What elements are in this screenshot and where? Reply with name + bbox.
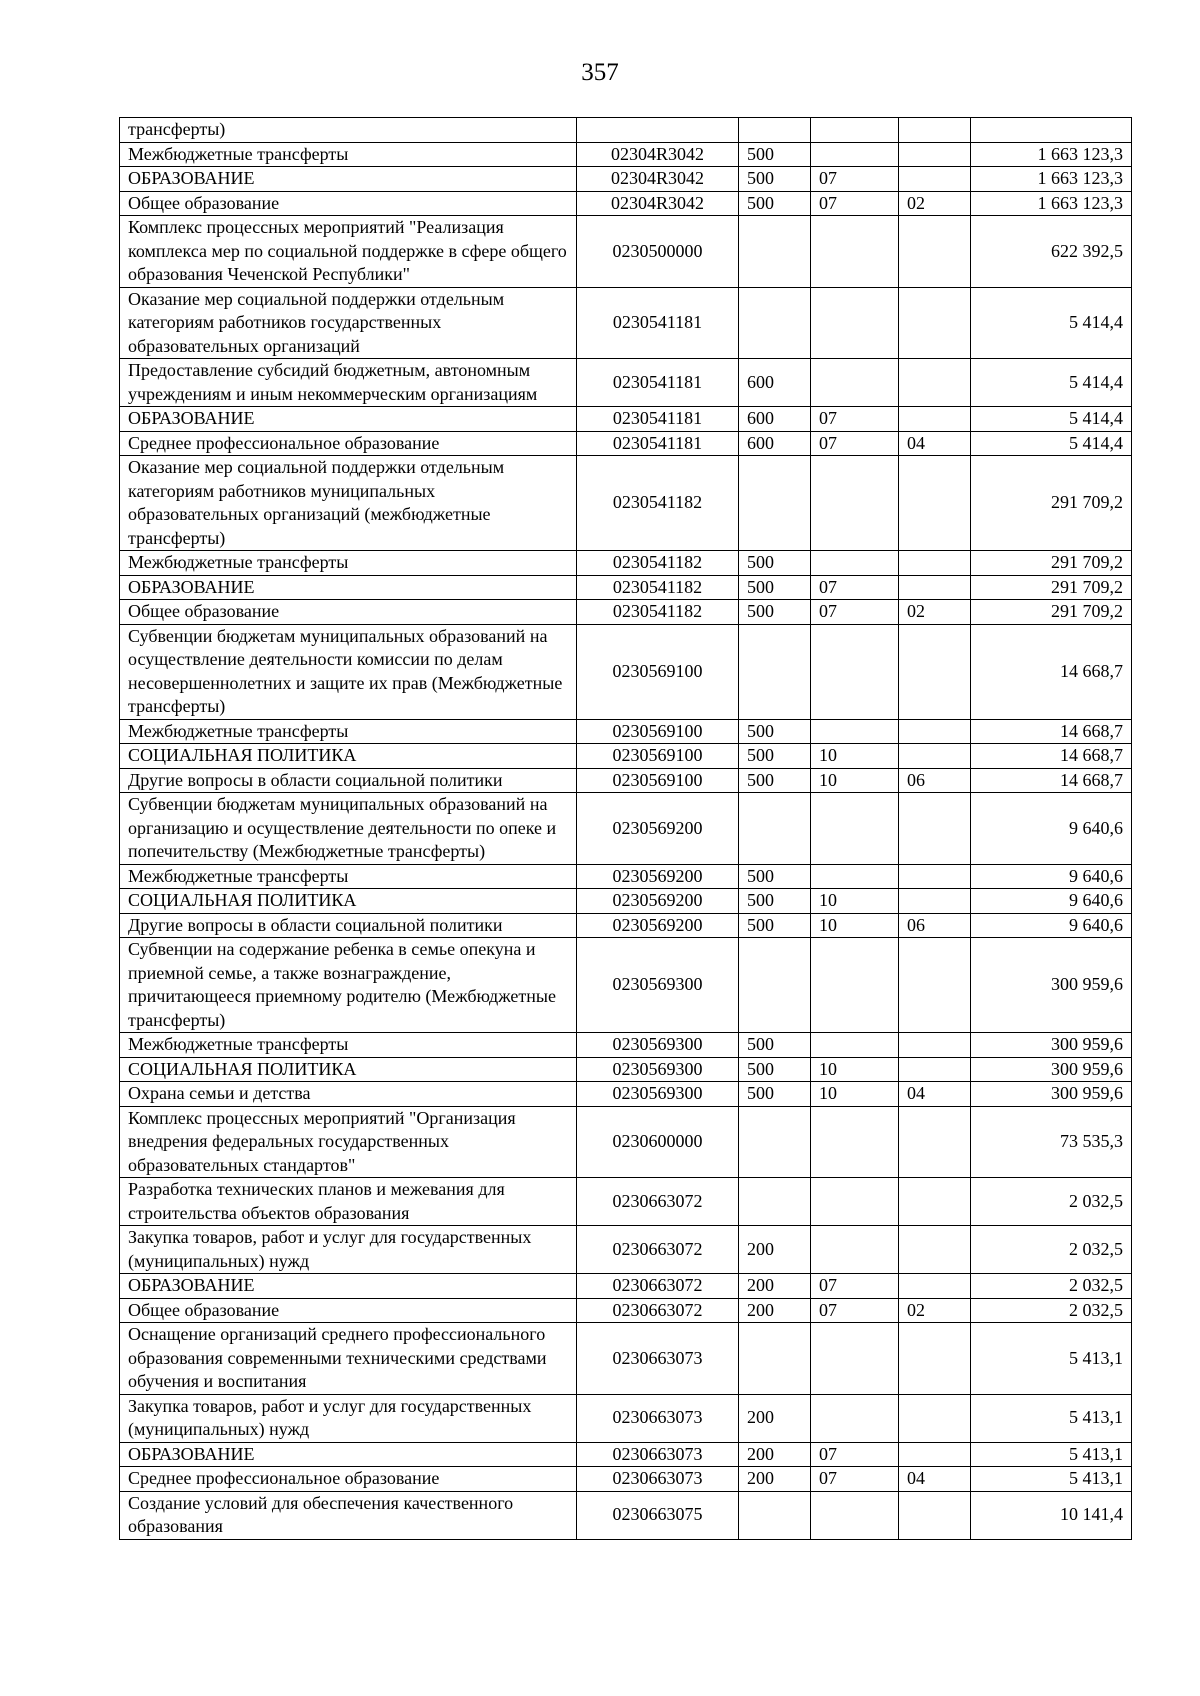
target-code-cell: 0230663072	[577, 1178, 739, 1226]
subsection-cell	[899, 359, 971, 407]
item-name-cell: Закупка товаров, работ и услуг для государственных (муниципальных) нужд	[120, 1226, 577, 1274]
section-cell	[811, 793, 899, 865]
amount-cell: 300 959,6	[971, 938, 1132, 1033]
section-cell	[811, 1178, 899, 1226]
expense-type-cell	[739, 287, 811, 359]
item-name-cell: ОБРАЗОВАНИЕ	[120, 407, 577, 432]
amount-cell: 73 535,3	[971, 1106, 1132, 1178]
expense-type-cell	[739, 1106, 811, 1178]
target-code-cell: 0230663075	[577, 1491, 739, 1539]
target-code-cell: 0230569300	[577, 1033, 739, 1058]
expense-type-cell: 500	[739, 551, 811, 576]
amount-cell: 2 032,5	[971, 1274, 1132, 1299]
subsection-cell	[899, 216, 971, 288]
target-code-cell: 0230600000	[577, 1106, 739, 1178]
expense-type-cell: 500	[739, 142, 811, 167]
expense-type-cell	[739, 1178, 811, 1226]
target-code-cell: 0230663072	[577, 1274, 739, 1299]
amount-cell: 622 392,5	[971, 216, 1132, 288]
section-cell: 07	[811, 600, 899, 625]
table-row	[120, 456, 1132, 551]
section-cell	[811, 1226, 899, 1274]
subsection-cell	[899, 456, 971, 551]
target-code-cell: 0230663072	[577, 1298, 739, 1323]
table-row	[120, 551, 1132, 576]
expense-type-cell: 500	[739, 768, 811, 793]
budget-table	[119, 117, 1132, 1540]
target-code-cell: 0230663073	[577, 1442, 739, 1467]
subsection-cell: 02	[899, 191, 971, 216]
target-code-cell: 0230541181	[577, 287, 739, 359]
subsection-cell: 02	[899, 1298, 971, 1323]
amount-cell: 300 959,6	[971, 1033, 1132, 1058]
amount-cell: 5 413,1	[971, 1394, 1132, 1442]
target-code-cell: 0230569100	[577, 719, 739, 744]
amount-cell: 1 663 123,3	[971, 167, 1132, 192]
target-code-cell: 0230541181	[577, 407, 739, 432]
subsection-cell	[899, 167, 971, 192]
subsection-cell	[899, 1057, 971, 1082]
amount-cell: 291 709,2	[971, 551, 1132, 576]
item-name-cell: Другие вопросы в области социальной политики	[120, 768, 577, 793]
table-row	[120, 167, 1132, 192]
expense-type-cell	[739, 793, 811, 865]
expense-type-cell: 500	[739, 191, 811, 216]
table-row	[120, 1298, 1132, 1323]
table-row	[120, 359, 1132, 407]
target-code-cell: 0230541182	[577, 456, 739, 551]
section-cell: 07	[811, 1298, 899, 1323]
amount-cell: 1 663 123,3	[971, 191, 1132, 216]
section-cell: 07	[811, 167, 899, 192]
expense-type-cell: 600	[739, 431, 811, 456]
section-cell: 10	[811, 913, 899, 938]
subsection-cell	[899, 864, 971, 889]
item-name-cell: Субвенции бюджетам муниципальных образований на организацию и осуществление деятельности по опеке и попечительству (Межбюджетные трансферты)	[120, 793, 577, 865]
section-cell	[811, 118, 899, 143]
target-code-cell: 0230541181	[577, 359, 739, 407]
subsection-cell	[899, 1323, 971, 1395]
subsection-cell	[899, 1394, 971, 1442]
amount-cell: 14 668,7	[971, 768, 1132, 793]
target-code-cell: 0230541181	[577, 431, 739, 456]
item-name-cell: Закупка товаров, работ и услуг для государственных (муниципальных) нужд	[120, 1394, 577, 1442]
table-row	[120, 142, 1132, 167]
target-code-cell: 0230569200	[577, 793, 739, 865]
target-code-cell: 0230569300	[577, 1082, 739, 1107]
section-cell	[811, 216, 899, 288]
item-name-cell: Общее образование	[120, 1298, 577, 1323]
subsection-cell	[899, 938, 971, 1033]
table-row	[120, 889, 1132, 914]
item-name-cell: Субвенции бюджетам муниципальных образований на осуществление деятельности комиссии по делам несовершеннолетних и защите их прав (Межбюджетные трансферты)	[120, 624, 577, 719]
target-code-cell: 0230663073	[577, 1394, 739, 1442]
item-name-cell: Оказание мер социальной поддержки отдельным категориям работников государственных образовательных организаций	[120, 287, 577, 359]
table-row	[120, 1082, 1132, 1107]
section-cell	[811, 456, 899, 551]
section-cell	[811, 551, 899, 576]
amount-cell: 14 668,7	[971, 744, 1132, 769]
expense-type-cell: 200	[739, 1467, 811, 1492]
target-code-cell: 0230541182	[577, 600, 739, 625]
item-name-cell: Охрана семьи и детства	[120, 1082, 577, 1107]
target-code-cell: 02304R3042	[577, 142, 739, 167]
item-name-cell: Оказание мер социальной поддержки отдельным категориям работников муниципальных образовательных организаций (межбюджетные трансферты)	[120, 456, 577, 551]
table-row	[120, 118, 1132, 143]
section-cell: 10	[811, 1057, 899, 1082]
table-row	[120, 1323, 1132, 1395]
table-row	[120, 191, 1132, 216]
target-code-cell: 0230500000	[577, 216, 739, 288]
table-row	[120, 864, 1132, 889]
amount-cell: 5 413,1	[971, 1467, 1132, 1492]
subsection-cell	[899, 575, 971, 600]
amount-cell: 9 640,6	[971, 864, 1132, 889]
expense-type-cell	[739, 1323, 811, 1395]
amount-cell: 1 663 123,3	[971, 142, 1132, 167]
item-name-cell: ОБРАЗОВАНИЕ	[120, 167, 577, 192]
item-name-cell: Общее образование	[120, 191, 577, 216]
amount-cell: 291 709,2	[971, 600, 1132, 625]
table-row	[120, 1274, 1132, 1299]
subsection-cell	[899, 118, 971, 143]
table-row	[120, 431, 1132, 456]
section-cell: 07	[811, 191, 899, 216]
section-cell: 10	[811, 1082, 899, 1107]
expense-type-cell: 200	[739, 1274, 811, 1299]
subsection-cell	[899, 407, 971, 432]
subsection-cell	[899, 551, 971, 576]
target-code-cell: 0230569100	[577, 624, 739, 719]
expense-type-cell: 500	[739, 1057, 811, 1082]
amount-cell: 5 413,1	[971, 1323, 1132, 1395]
item-name-cell: СОЦИАЛЬНАЯ ПОЛИТИКА	[120, 744, 577, 769]
expense-type-cell: 500	[739, 575, 811, 600]
item-name-cell: СОЦИАЛЬНАЯ ПОЛИТИКА	[120, 1057, 577, 1082]
subsection-cell	[899, 1491, 971, 1539]
section-cell	[811, 359, 899, 407]
expense-type-cell: 500	[739, 1082, 811, 1107]
amount-cell: 2 032,5	[971, 1226, 1132, 1274]
table-row	[120, 1394, 1132, 1442]
subsection-cell: 02	[899, 600, 971, 625]
item-name-cell: Субвенции на содержание ребенка в семье опекуна и приемной семье, а также вознаграждение, причитающееся приемному родителю (Межбюджетные трансферты)	[120, 938, 577, 1033]
item-name-cell: Создание условий для обеспечения качественного образования	[120, 1491, 577, 1539]
expense-type-cell: 200	[739, 1394, 811, 1442]
amount-cell: 10 141,4	[971, 1491, 1132, 1539]
item-name-cell: ОБРАЗОВАНИЕ	[120, 1442, 577, 1467]
target-code-cell: 0230569200	[577, 864, 739, 889]
table-row	[120, 744, 1132, 769]
subsection-cell	[899, 1106, 971, 1178]
target-code-cell: 0230663072	[577, 1226, 739, 1274]
amount-cell: 300 959,6	[971, 1082, 1132, 1107]
amount-cell: 291 709,2	[971, 456, 1132, 551]
table-row	[120, 287, 1132, 359]
section-cell	[811, 1106, 899, 1178]
table-row	[120, 407, 1132, 432]
table-row	[120, 913, 1132, 938]
expense-type-cell: 600	[739, 359, 811, 407]
table-row	[120, 216, 1132, 288]
subsection-cell: 04	[899, 1082, 971, 1107]
subsection-cell	[899, 1033, 971, 1058]
subsection-cell	[899, 624, 971, 719]
table-row	[120, 1033, 1132, 1058]
item-name-cell: Разработка технических планов и межевания для строительства объектов образования	[120, 1178, 577, 1226]
subsection-cell	[899, 1178, 971, 1226]
table-body	[120, 118, 1132, 1540]
item-name-cell: трансферты)	[120, 118, 577, 143]
target-code-cell	[577, 118, 739, 143]
section-cell	[811, 142, 899, 167]
target-code-cell: 0230663073	[577, 1323, 739, 1395]
expense-type-cell: 500	[739, 889, 811, 914]
amount-cell: 2 032,5	[971, 1298, 1132, 1323]
section-cell	[811, 624, 899, 719]
page-number: 357	[581, 59, 619, 86]
amount-cell: 9 640,6	[971, 889, 1132, 914]
expense-type-cell: 500	[739, 600, 811, 625]
section-cell	[811, 938, 899, 1033]
section-cell: 10	[811, 889, 899, 914]
section-cell: 07	[811, 1274, 899, 1299]
table-row	[120, 938, 1132, 1033]
subsection-cell	[899, 793, 971, 865]
subsection-cell: 04	[899, 1467, 971, 1492]
item-name-cell: ОБРАЗОВАНИЕ	[120, 1274, 577, 1299]
section-cell: 07	[811, 575, 899, 600]
section-cell	[811, 1491, 899, 1539]
section-cell: 07	[811, 1467, 899, 1492]
section-cell: 07	[811, 407, 899, 432]
subsection-cell	[899, 142, 971, 167]
table-row	[120, 793, 1132, 865]
expense-type-cell: 200	[739, 1226, 811, 1274]
target-code-cell: 02304R3042	[577, 167, 739, 192]
table-row	[120, 1467, 1132, 1492]
item-name-cell: Межбюджетные трансферты	[120, 864, 577, 889]
item-name-cell: Общее образование	[120, 600, 577, 625]
table-row	[120, 719, 1132, 744]
expense-type-cell: 500	[739, 1033, 811, 1058]
item-name-cell: Межбюджетные трансферты	[120, 551, 577, 576]
expense-type-cell	[739, 624, 811, 719]
amount-cell: 291 709,2	[971, 575, 1132, 600]
item-name-cell: Межбюджетные трансферты	[120, 1033, 577, 1058]
expense-type-cell: 600	[739, 407, 811, 432]
subsection-cell	[899, 744, 971, 769]
target-code-cell: 0230569100	[577, 768, 739, 793]
item-name-cell: Межбюджетные трансферты	[120, 142, 577, 167]
item-name-cell: ОБРАЗОВАНИЕ	[120, 575, 577, 600]
amount-cell: 5 414,4	[971, 407, 1132, 432]
section-cell	[811, 1394, 899, 1442]
target-code-cell: 0230541182	[577, 575, 739, 600]
expense-type-cell: 200	[739, 1298, 811, 1323]
subsection-cell: 04	[899, 431, 971, 456]
subsection-cell	[899, 1442, 971, 1467]
target-code-cell: 0230569300	[577, 938, 739, 1033]
amount-cell: 5 414,4	[971, 359, 1132, 407]
expense-type-cell: 500	[739, 913, 811, 938]
item-name-cell: Комплекс процессных мероприятий "Организация внедрения федеральных государственных образовательных стандартов"	[120, 1106, 577, 1178]
target-code-cell: 0230569300	[577, 1057, 739, 1082]
table-row	[120, 1442, 1132, 1467]
target-code-cell: 0230541182	[577, 551, 739, 576]
item-name-cell: СОЦИАЛЬНАЯ ПОЛИТИКА	[120, 889, 577, 914]
section-cell	[811, 719, 899, 744]
subsection-cell	[899, 719, 971, 744]
expense-type-cell: 500	[739, 719, 811, 744]
subsection-cell	[899, 889, 971, 914]
section-cell	[811, 1033, 899, 1058]
table-row	[120, 768, 1132, 793]
table-row	[120, 624, 1132, 719]
table-row	[120, 1226, 1132, 1274]
item-name-cell: Межбюджетные трансферты	[120, 719, 577, 744]
table-row	[120, 1106, 1132, 1178]
table-row	[120, 600, 1132, 625]
item-name-cell: Оснащение организаций среднего профессионального образования современными техническими средствами обучения и воспитания	[120, 1323, 577, 1395]
amount-cell: 14 668,7	[971, 624, 1132, 719]
subsection-cell: 06	[899, 768, 971, 793]
section-cell: 10	[811, 768, 899, 793]
expense-type-cell: 500	[739, 744, 811, 769]
section-cell	[811, 864, 899, 889]
expense-type-cell	[739, 118, 811, 143]
section-cell: 07	[811, 431, 899, 456]
expense-type-cell	[739, 456, 811, 551]
target-code-cell: 0230663073	[577, 1467, 739, 1492]
section-cell: 07	[811, 1442, 899, 1467]
item-name-cell: Среднее профессиональное образование	[120, 1467, 577, 1492]
table-row	[120, 1178, 1132, 1226]
target-code-cell: 02304R3042	[577, 191, 739, 216]
amount-cell: 9 640,6	[971, 913, 1132, 938]
expense-type-cell	[739, 938, 811, 1033]
expense-type-cell: 500	[739, 167, 811, 192]
item-name-cell: Среднее профессиональное образование	[120, 431, 577, 456]
item-name-cell: Предоставление субсидий бюджетным, автономным учреждениям и иным некоммерческим организациям	[120, 359, 577, 407]
item-name-cell: Другие вопросы в области социальной политики	[120, 913, 577, 938]
amount-cell: 300 959,6	[971, 1057, 1132, 1082]
expense-type-cell: 200	[739, 1442, 811, 1467]
expense-type-cell	[739, 1491, 811, 1539]
table-row	[120, 1057, 1132, 1082]
subsection-cell	[899, 1226, 971, 1274]
expense-type-cell: 500	[739, 864, 811, 889]
section-cell	[811, 1323, 899, 1395]
subsection-cell	[899, 287, 971, 359]
amount-cell: 14 668,7	[971, 719, 1132, 744]
amount-cell: 9 640,6	[971, 793, 1132, 865]
item-name-cell: Комплекс процессных мероприятий "Реализация комплекса мер по социальной поддержке в сфере общего образования Чеченской Республики"	[120, 216, 577, 288]
section-cell: 10	[811, 744, 899, 769]
amount-cell: 2 032,5	[971, 1178, 1132, 1226]
amount-cell: 5 414,4	[971, 431, 1132, 456]
table-row	[120, 575, 1132, 600]
subsection-cell	[899, 1274, 971, 1299]
amount-cell	[971, 118, 1132, 143]
subsection-cell: 06	[899, 913, 971, 938]
expense-type-cell	[739, 216, 811, 288]
amount-cell: 5 414,4	[971, 287, 1132, 359]
table-row	[120, 1491, 1132, 1539]
amount-cell: 5 413,1	[971, 1442, 1132, 1467]
target-code-cell: 0230569200	[577, 889, 739, 914]
section-cell	[811, 287, 899, 359]
target-code-cell: 0230569200	[577, 913, 739, 938]
target-code-cell: 0230569100	[577, 744, 739, 769]
